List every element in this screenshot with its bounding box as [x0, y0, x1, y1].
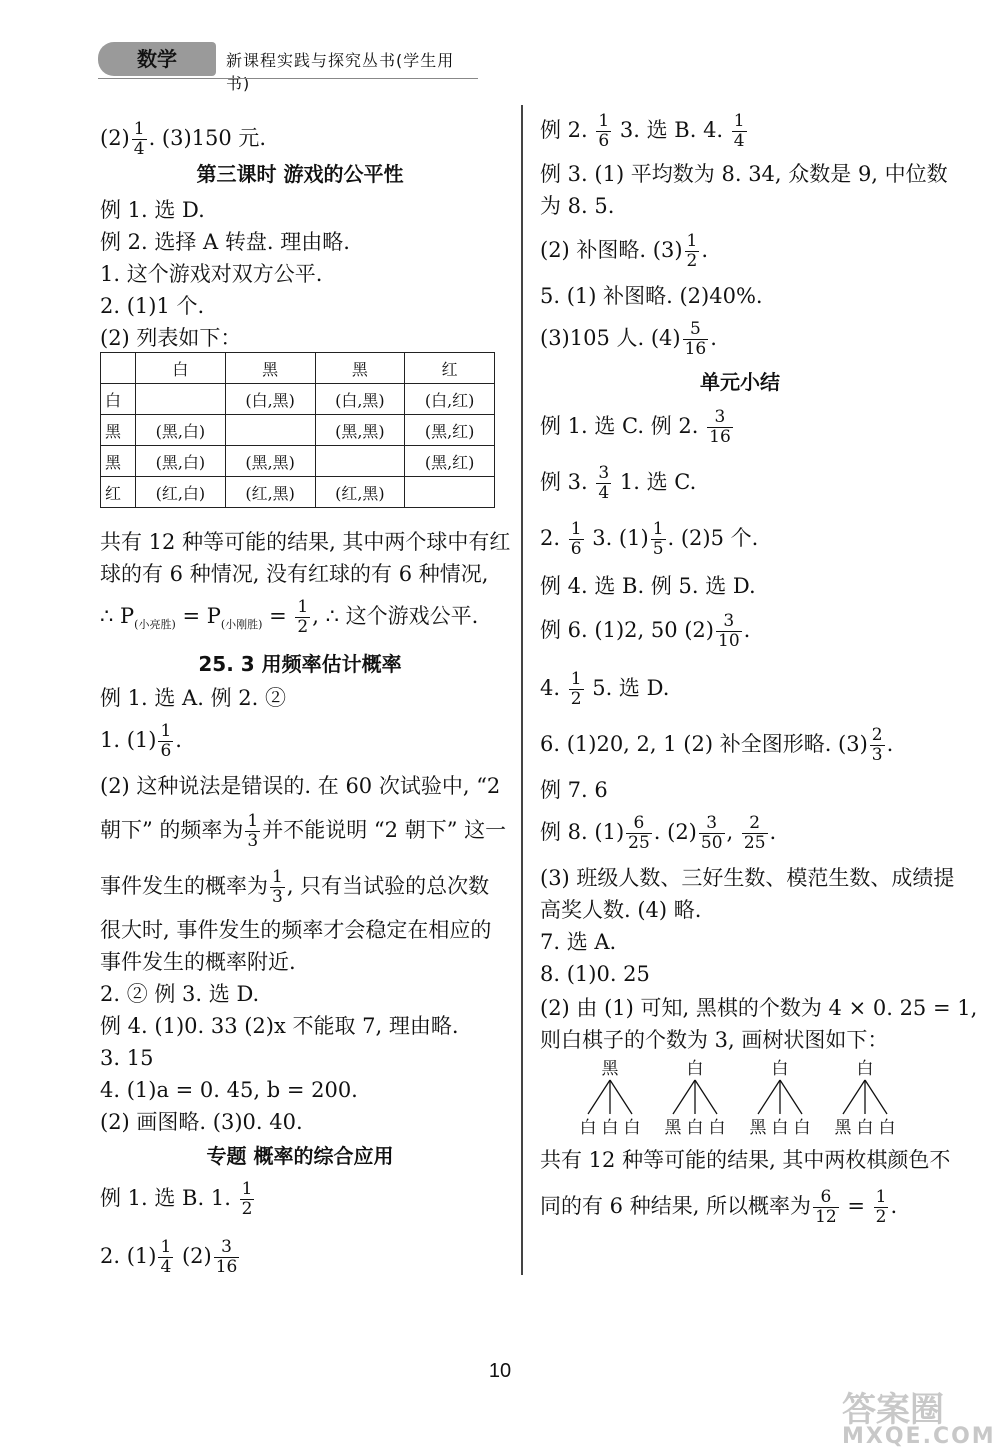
- fraction: $\frac{1}{2}$: [297, 597, 309, 637]
- fraction: $\frac{3}{50}$: [700, 813, 723, 853]
- fraction: $\frac{3}{10}$: [718, 611, 740, 651]
- table-cell: (黑,白): [136, 415, 226, 446]
- answer-line: 2. $\frac{1}{6}$ 3. (1) $\frac{1}{5}$ . (2)5 个.: [540, 519, 759, 559]
- answer-line: 例 1. 选 C. 例 2. $\frac{3}{16}$: [540, 407, 731, 447]
- section-heading: 专题 概率的综合应用: [206, 1144, 394, 1168]
- tree-leaf: 黑: [664, 1118, 682, 1136]
- table-col-header: 白: [136, 353, 226, 384]
- table-header-row: [101, 353, 495, 384]
- table-corner-cell: [101, 353, 136, 384]
- answer-line: (2) 列表如下：: [100, 326, 242, 350]
- answer-line: (2) 画图略. (3)0. 40.: [100, 1110, 303, 1134]
- tree-leaf: 白: [878, 1118, 896, 1136]
- table-cell: [315, 446, 405, 477]
- table-row: [101, 415, 495, 446]
- table-row-header: 黑: [101, 415, 136, 446]
- table-col-header: 黑: [225, 353, 315, 384]
- table-cell: [405, 477, 495, 508]
- tree-leaf: 白: [623, 1118, 641, 1136]
- answer-line: (3) 班级人数、三好生数、模范生数、成绩提: [540, 866, 955, 890]
- table-cell: (黑,红): [405, 446, 495, 477]
- fraction: $\frac{2}{25}$: [743, 813, 766, 853]
- header-rule: [98, 78, 478, 79]
- table-cell: (黑,红): [405, 415, 495, 446]
- answer-line: 朝下” 的频率为 $\frac{1}{3}$ 并不能说明 “2 朝下” 这一: [100, 811, 507, 851]
- fraction: $\frac{6}{25}$: [628, 813, 650, 853]
- answer-line: (3)105 人. (4) $\frac{5}{16}$ .: [540, 319, 717, 359]
- fraction: $\frac{1}{6}$: [570, 519, 582, 559]
- watermark: [802, 1382, 996, 1452]
- table-row: [101, 384, 495, 415]
- answer-line: 球的有 6 种情况, 没有红球的有 6 种情况,: [100, 562, 489, 586]
- answer-line: 例 6. (1)2, 50 (2) $\frac{3}{10}$ .: [540, 611, 751, 651]
- answer-line: 高奖人数. (4) 略.: [540, 898, 702, 922]
- fraction: $\frac{1}{4}$: [733, 111, 745, 151]
- answer-line: 4. $\frac{1}{2}$ 5. 选 D.: [540, 669, 670, 709]
- answer-line: 2. (1)1 个.: [100, 294, 205, 318]
- fraction: $\frac{1}{2}$: [875, 1187, 887, 1227]
- fraction: $\frac{3}{16}$: [215, 1237, 238, 1277]
- answer-line: 2. (1) $\frac{1}{4}$ (2) $\frac{3}{16}$: [100, 1237, 238, 1277]
- table-col-header: 黑: [315, 353, 405, 384]
- table-cell: [225, 415, 315, 446]
- answer-line: 例 7. 6: [540, 778, 608, 802]
- fraction: $\frac{5}{16}$: [684, 319, 707, 359]
- answer-line: (2) 由 (1) 可知, 黑棋的个数为 4 × 0. 25 = 1,: [540, 996, 978, 1020]
- answer-line: 则白棋子的个数为 3, 画树状图如下：: [540, 1028, 889, 1052]
- fraction: $\frac{1}{3}$: [272, 867, 283, 907]
- fraction: $\frac{1}{2}$: [241, 1179, 253, 1219]
- answer-line: 4. (1)a = 0. 45, b = 200.: [100, 1078, 358, 1102]
- answer-line: (2) $\frac{1}{4}$ . (3)150 元.: [100, 119, 267, 159]
- table-cell: (红,黑): [315, 477, 405, 508]
- table-cell: [136, 384, 226, 415]
- answer-line: 例 2. 选择 A 转盘. 理由略.: [100, 230, 350, 254]
- answer-line: 共有 12 种等可能的结果, 其中两个球中有红: [100, 530, 511, 554]
- answer-line: 事件发生的概率附近.: [100, 950, 296, 974]
- fraction: $\frac{1}{4}$: [160, 1237, 172, 1277]
- tree-leaf: 黑: [749, 1118, 767, 1136]
- fraction: $\frac{6}{12}$: [815, 1187, 837, 1227]
- answer-line: 7. 选 A.: [540, 930, 617, 954]
- tree-leaf: 黑: [834, 1118, 852, 1136]
- outcomes-table: [100, 352, 495, 508]
- answer-line: 例 1. 选 D.: [100, 198, 205, 222]
- answer-line: 例 4. (1)0. 33 (2)x 不能取 7, 理由略.: [100, 1014, 459, 1038]
- fraction: $\frac{1}{6}$: [160, 721, 172, 761]
- tree-root: 白: [856, 1059, 874, 1079]
- table-cell: (白,黑): [225, 384, 315, 415]
- tree-leaf: 白: [601, 1118, 619, 1136]
- answer-line: 5. (1) 补图略. (2)40%.: [540, 284, 763, 308]
- tree-leaf: 白: [686, 1118, 704, 1136]
- answer-line: 例 2. $\frac{1}{6}$ 3. 选 B. 4. $\frac{1}{4}$: [540, 111, 745, 151]
- tree-leaf: 白: [708, 1118, 726, 1136]
- answer-line: 很大时, 事件发生的频率才会稳定在相应的: [100, 918, 492, 942]
- column-divider: [521, 105, 523, 1275]
- tree-root: 白: [686, 1059, 704, 1079]
- answer-line: 3. 15: [100, 1046, 154, 1070]
- answer-line: 例 3. $\frac{3}{4}$ 1. 选 C.: [540, 463, 697, 503]
- section-heading: 单元小结: [700, 370, 780, 394]
- answer-line: 2. ② 例 3. 选 D.: [100, 982, 260, 1006]
- subject-tab: 数学: [98, 42, 216, 76]
- answer-line: 例 3. (1) 平均数为 8. 34, 众数是 9, 中位数: [540, 162, 948, 186]
- watermark-top: 答案圈: [842, 1390, 944, 1430]
- table-cell: (白,红): [405, 384, 495, 415]
- fraction: $\frac{3}{16}$: [709, 407, 731, 447]
- tree-diagram: [570, 1056, 910, 1136]
- table-cell: (白,黑): [315, 384, 405, 415]
- fraction: $\frac{2}{3}$: [871, 725, 883, 765]
- table-row: [101, 446, 495, 477]
- answer-line: 为 8. 5.: [540, 194, 615, 218]
- answer-line: 1. (1) $\frac{1}{6}$ .: [100, 721, 182, 761]
- answer-line: 1. 这个游戏对双方公平.: [100, 262, 323, 286]
- table-cell: (黑,白): [136, 446, 226, 477]
- table-row-header: 黑: [101, 446, 136, 477]
- answer-line: (2) 补图略. (3) $\frac{1}{2}$ .: [540, 231, 709, 271]
- fraction: $\frac{1}{4}$: [133, 119, 145, 159]
- fraction: $\frac{1}{2}$: [686, 231, 698, 271]
- answer-line: 共有 12 种等可能的结果, 其中两枚棋颜色不: [540, 1148, 951, 1172]
- tree-root: 黑: [601, 1059, 619, 1079]
- answer-line: (2) 这种说法是错误的. 在 60 次试验中, “2: [100, 774, 501, 798]
- answer-line: 事件发生的概率为 $\frac{1}{3}$ , 只有当试验的总次数: [100, 867, 490, 907]
- fraction: $\frac{3}{4}$: [598, 463, 610, 503]
- watermark-bottom: MXQE.COM: [842, 1424, 996, 1449]
- tree-leaf: 白: [579, 1118, 597, 1136]
- fraction: $\frac{1}{3}$: [247, 811, 259, 851]
- answer-line: 6. (1)20, 2, 1 (2) 补全图形略. (3) $\frac{2}{3}$ .: [540, 725, 894, 765]
- table-cell: (红,黑): [225, 477, 315, 508]
- fraction: $\frac{1}{2}$: [570, 669, 582, 709]
- answer-line: ∴ $P_{(小亮胜)} = P_{(小刚胜)}$ = $\frac{1}{2}$ , ∴ 这个游戏公平.: [100, 597, 479, 637]
- answer-line: 8. (1)0. 25: [540, 962, 650, 986]
- answer-line: 例 1. 选 A. 例 2. ②: [100, 686, 286, 710]
- table-row: [101, 477, 495, 508]
- section-heading: 25. 3 用频率估计概率: [198, 652, 402, 676]
- answer-line: 例 8. (1) $\frac{6}{25}$ . (2) $\frac{3}{50}$ , $\frac{2}{25}$ .: [540, 813, 777, 853]
- answer-line: 同的有 6 种结果, 所以概率为 $\frac{6}{12}$ = $\frac{1}{2}$ .: [540, 1187, 898, 1227]
- answer-line: 例 4. 选 B. 例 5. 选 D.: [540, 574, 756, 598]
- series-title: 新课程实践与探究丛书(学生用书): [226, 51, 455, 93]
- running-header: [98, 42, 478, 93]
- tree-root: 白: [771, 1059, 789, 1079]
- table-cell: (黑,黑): [315, 415, 405, 446]
- page-number: 10: [488, 1360, 512, 1382]
- table-cell: (黑,黑): [225, 446, 315, 477]
- fraction: $\frac{1}{6}$: [598, 111, 610, 151]
- table-row-header: 红: [101, 477, 136, 508]
- tree-branches: [588, 1080, 887, 1114]
- table-row-header: 白: [101, 384, 136, 415]
- table-col-header: 红: [405, 353, 495, 384]
- answer-line: 例 1. 选 B. 1. $\frac{1}{2}$: [100, 1179, 253, 1219]
- tree-leaf: 白: [793, 1118, 811, 1136]
- table-cell: (红,白): [136, 477, 226, 508]
- fraction: $\frac{1}{5}$: [652, 519, 664, 559]
- tree-leaf: 白: [856, 1118, 874, 1136]
- section-heading: 第三课时 游戏的公平性: [196, 162, 404, 186]
- tree-leaf: 白: [771, 1118, 789, 1136]
